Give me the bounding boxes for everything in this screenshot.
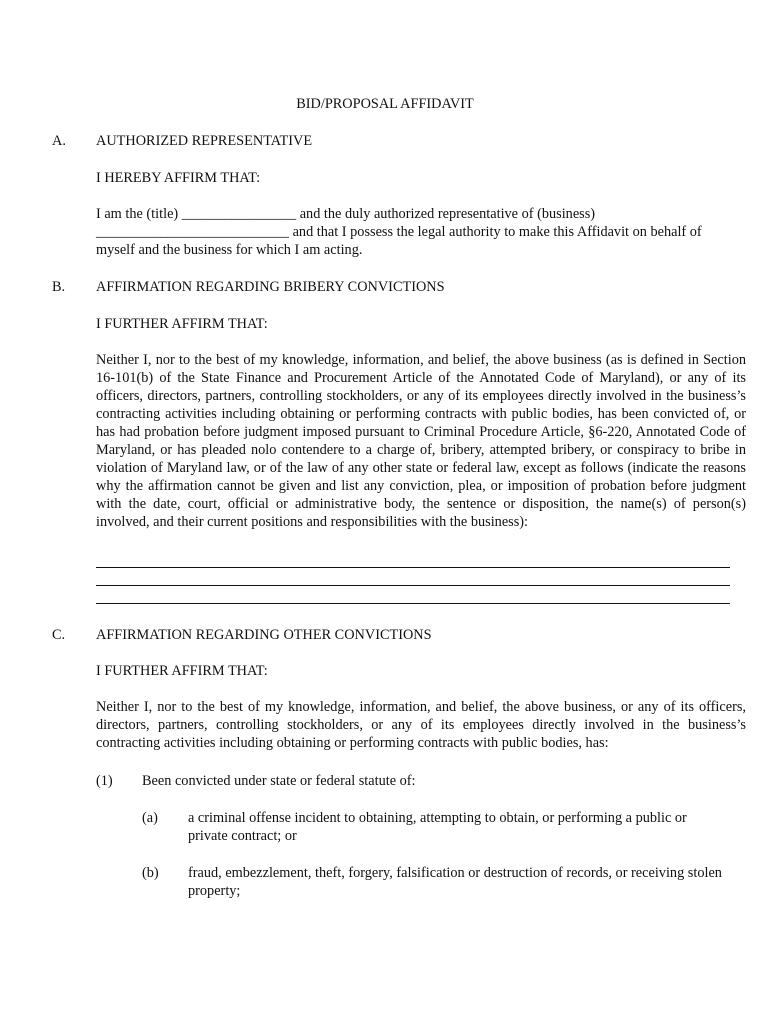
item-b-text: fraud, embezzlement, theft, forgery, falsification or destruction of records, or receiving stolen property; bbox=[188, 865, 722, 899]
section-b-heading: AFFIRMATION REGARDING BRIBERY CONVICTIONS bbox=[96, 279, 445, 295]
section-a-text-line1: I am the (title) ________________ and the duly authorized representative of (business) bbox=[96, 206, 596, 222]
section-a-heading: AUTHORIZED REPRESENTATIVE bbox=[96, 133, 313, 149]
section-c-affirm: I FURTHER AFFIRM THAT: bbox=[96, 663, 268, 679]
document-title: BID/PROPOSAL AFFIDAVIT bbox=[296, 96, 474, 112]
section-b-body: Neither I, nor to the best of my knowledge, information, and belief, the above business (as is defined in Section 16-101(b) of the State Finance and Procurement Article of the Annotated Code of Maryland), or any of its officers, directors, partners, controlling stockholders, or any of its employees directly involved in the business’s contracting activities including obtaining or performing contracts with public bodies, has been convicted of, or has had probation before judgment imposed pursuant to Criminal Procedure Article, §6-220, Annotated Code of Maryland, or has pleaded nolo contendere to a charge of, bribery, attempted bribery, or conspiracy to bribe in violation of Maryland law, or of the law of any other state or federal law, except as follows (indicate the reasons why the affirmation cannot be given and list any conviction, plea, or imposition of probation before judgment with the date, court, official or administrative body, the sentence or disposition, the name(s) of person(s) involved, and their current positions and responsibilities with the business): bbox=[96, 352, 746, 530]
section-a-text-line2: ___________________________ and that I possess the legal authority to make this Affidavit on behalf of bbox=[96, 224, 702, 240]
section-b-affirm: I FURTHER AFFIRM THAT: bbox=[96, 316, 268, 332]
response-line-1[interactable] bbox=[96, 567, 730, 568]
item-b-label: (b) bbox=[142, 865, 159, 881]
section-a-affirm: I HEREBY AFFIRM THAT: bbox=[96, 170, 261, 186]
response-line-2[interactable] bbox=[96, 585, 730, 586]
item-1-number: (1) bbox=[96, 773, 113, 789]
section-a-text-line3: myself and the business for which I am acting. bbox=[96, 242, 363, 258]
section-c-letter: C. bbox=[52, 627, 66, 643]
section-b-letter: B. bbox=[52, 279, 66, 295]
response-line-3[interactable] bbox=[96, 603, 730, 604]
item-a-label: (a) bbox=[142, 810, 158, 826]
section-c-heading: AFFIRMATION REGARDING OTHER CONVICTIONS bbox=[96, 627, 432, 643]
item-1-text: Been convicted under state or federal statute of: bbox=[142, 773, 416, 789]
section-c-body: Neither I, nor to the best of my knowledge, information, and belief, the above business, or any of its officers, directors, partners, controlling stockholders, or any of its employees directly involved in the business’s contracting activities including obtaining or performing contracts with public bodies, has: bbox=[96, 699, 746, 751]
item-a-text: a criminal offense incident to obtaining, attempting to obtain, or performing a public or private contract; or bbox=[188, 810, 687, 844]
section-a-letter: A. bbox=[52, 133, 66, 149]
